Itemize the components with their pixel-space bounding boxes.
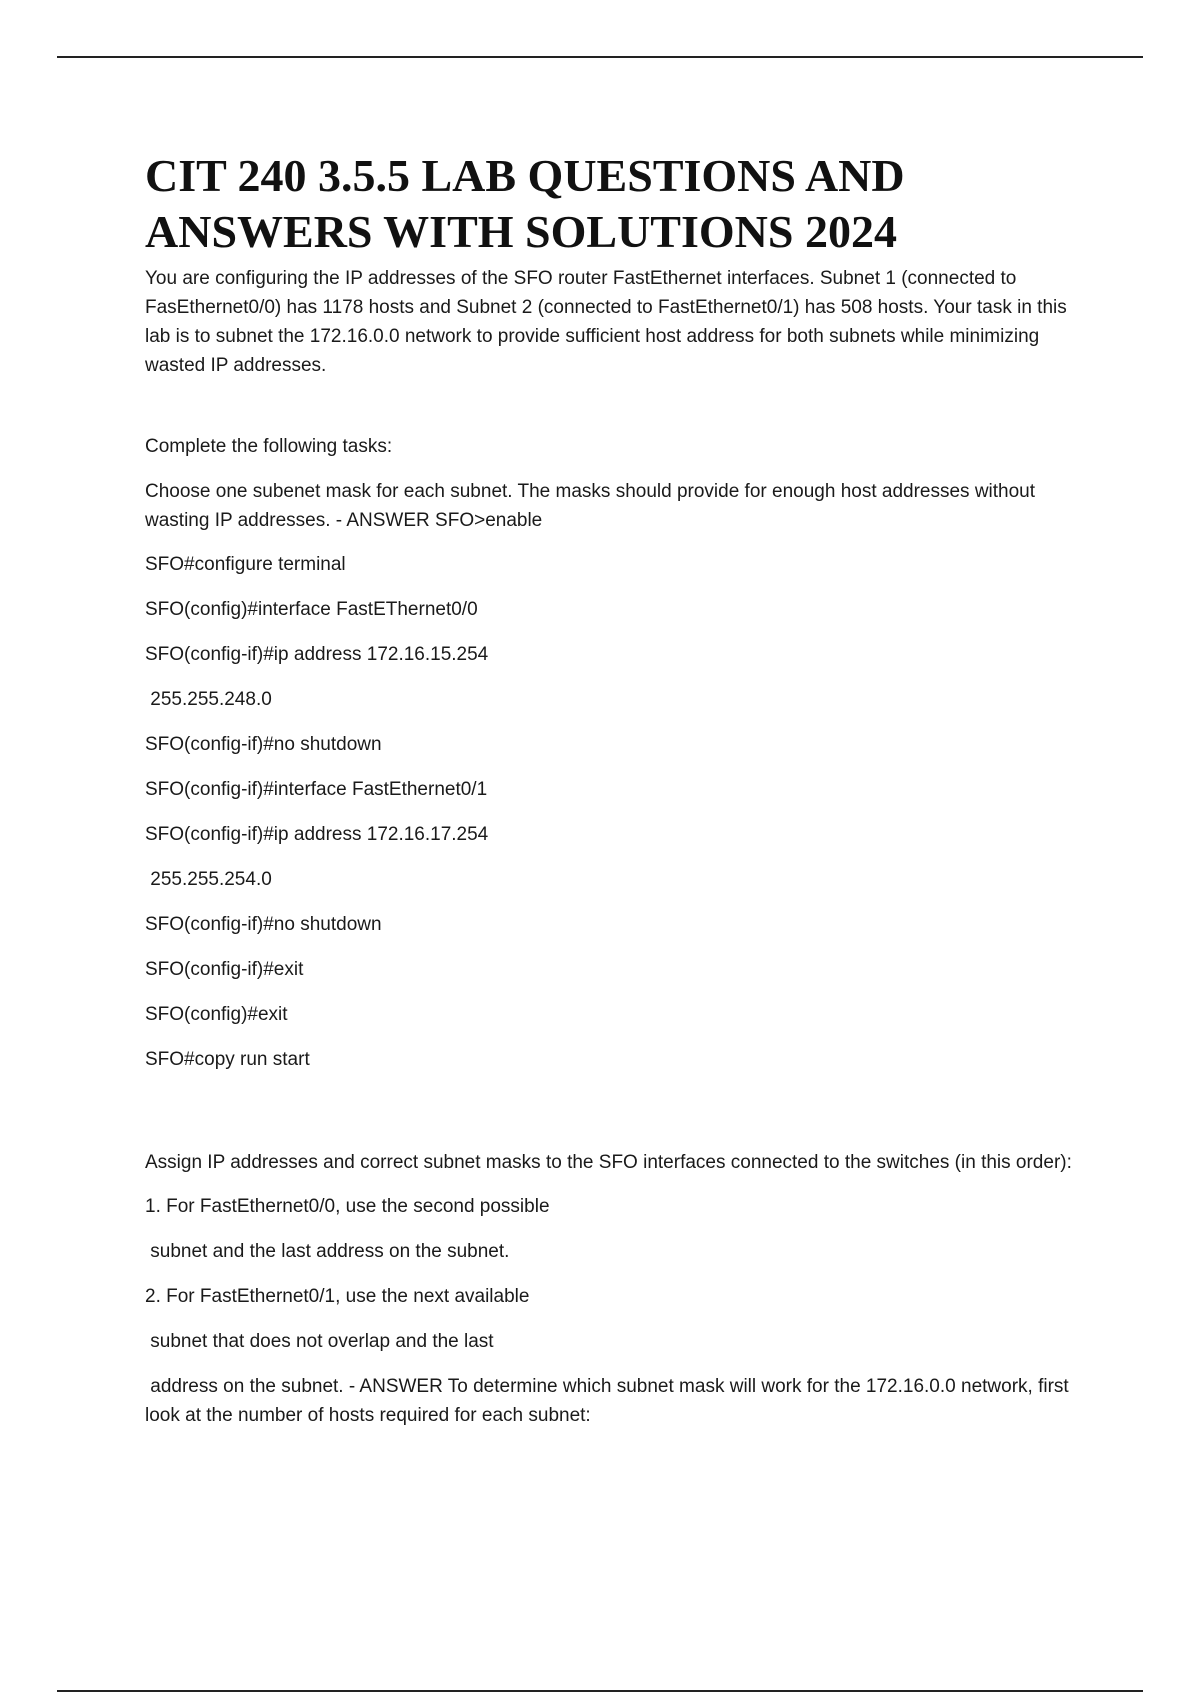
config-line: SFO(config-if)#no shutdown	[145, 734, 382, 755]
config-line: SFO(config-if)#ip address 172.16.17.254	[145, 824, 489, 845]
config-line: 255.255.248.0	[145, 689, 272, 710]
steps-list	[145, 1192, 1095, 1356]
spacer	[145, 380, 1095, 432]
spacer	[145, 1090, 1095, 1148]
answer-2: address on the subnet. - ANSWER To determine which subnet mask will work for the 172.16.0.0 network, first look at the number of hosts required for each subnet:	[145, 1376, 1074, 1426]
step-line: subnet and the last address on the subnet.	[145, 1241, 510, 1262]
intro-paragraph: You are configuring the IP addresses of the SFO router FastEthernet interfaces. Subnet 1 (connected to FasEthernet0/0) has 1178 hosts and Subnet 2 (connected to FastEthernet0/1) has 508 hosts. Your task in this lab is to subnet the 172.16.0.0 network to provide sufficient host address for both subnets while minimizing wasted IP addresses.	[145, 268, 1067, 376]
config-commands	[145, 550, 1095, 1074]
step-line: 1. For FastEthernet0/0, use the second possible	[145, 1196, 550, 1217]
step-line: subnet that does not overlap and the last	[145, 1331, 494, 1352]
config-line: SFO#configure terminal	[145, 554, 346, 575]
question-2: Assign IP addresses and correct subnet masks to the SFO interfaces connected to the switches (in this order):	[145, 1152, 1072, 1173]
config-line: SFO(config)#interface FastEThernet0/0	[145, 599, 478, 620]
document-title: CIT 240 3.5.5 LAB QUESTIONS AND ANSWERS WITH SOLUTIONS 2024	[145, 150, 905, 257]
tasks-heading: Complete the following tasks:	[145, 436, 393, 457]
header-rule	[57, 56, 1143, 58]
config-line: 255.255.254.0	[145, 869, 272, 890]
config-line: SFO(config-if)#exit	[145, 959, 304, 980]
config-line: SFO(config-if)#no shutdown	[145, 914, 382, 935]
config-line: SFO(config-if)#ip address 172.16.15.254	[145, 644, 489, 665]
document-body	[145, 148, 1095, 1445]
step-line: 2. For FastEthernet0/1, use the next available	[145, 1286, 530, 1307]
config-line: SFO(config)#exit	[145, 1004, 288, 1025]
footer-rule	[57, 1690, 1143, 1692]
config-line: SFO#copy run start	[145, 1049, 310, 1070]
config-line: SFO(config-if)#interface FastEthernet0/1	[145, 779, 488, 800]
question-1: Choose one subenet mask for each subnet. The masks should provide for enough host addresses without wasting IP addresses. - ANSWER SFO>enable	[145, 481, 1036, 531]
